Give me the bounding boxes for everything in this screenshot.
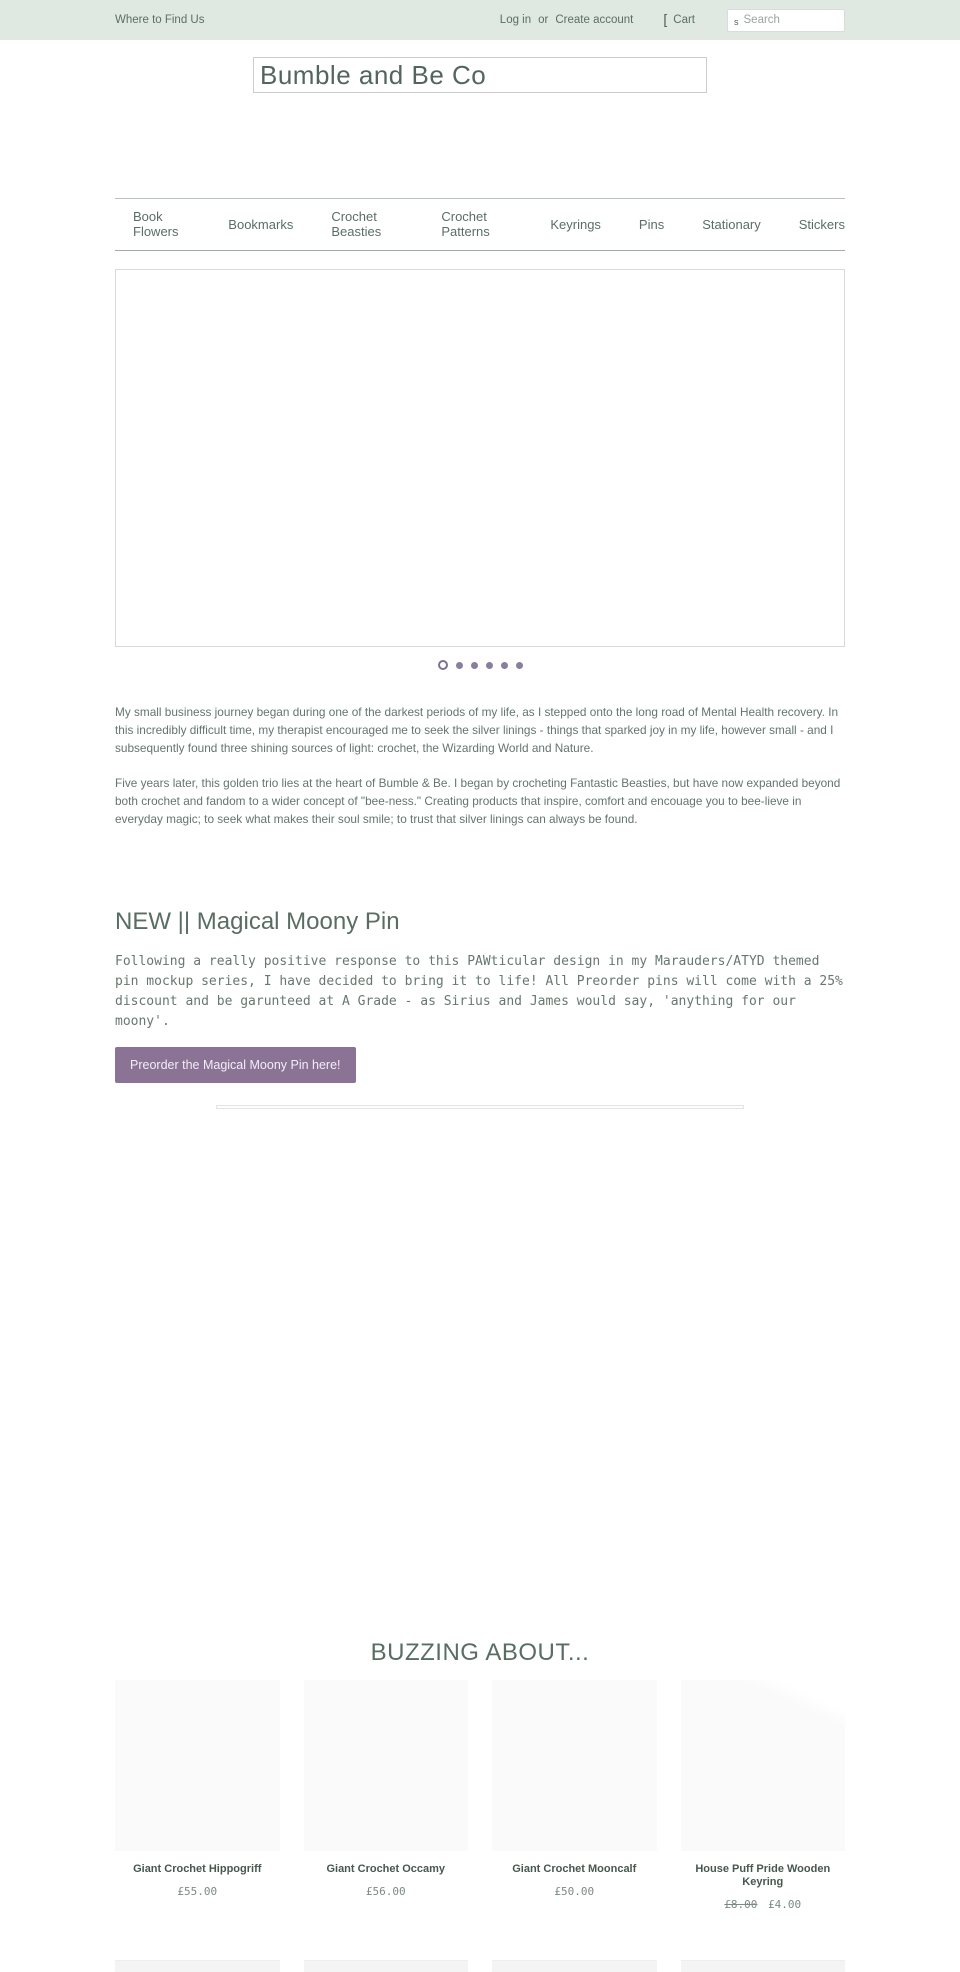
nav-item-stationary[interactable]: Stationary xyxy=(702,216,761,232)
search-icon: s xyxy=(734,17,739,27)
cart-link[interactable] xyxy=(663,12,695,28)
search-input[interactable] xyxy=(744,14,839,26)
product-price xyxy=(681,1898,846,1911)
hero-carousel-slide[interactable] xyxy=(115,269,845,647)
announcement-heading: NEW || Magical Moony Pin xyxy=(115,908,400,935)
carousel-dot-1-active[interactable] xyxy=(438,660,448,670)
product-card-mooncalf[interactable] xyxy=(492,1680,657,1911)
site-logo[interactable] xyxy=(253,57,707,93)
current-price: £55.00 xyxy=(177,1885,218,1898)
product-image-placeholder[interactable] xyxy=(304,1680,469,1851)
login-link[interactable]: Log in xyxy=(499,14,532,26)
where-to-find-us-link[interactable]: Where to Find Us xyxy=(115,14,205,26)
product-price xyxy=(492,1885,657,1898)
product-image-placeholder[interactable] xyxy=(304,1960,469,1972)
search-box xyxy=(727,9,845,32)
product-image-placeholder[interactable] xyxy=(681,1960,846,1972)
about-paragraph-1: My small business journey began during one of the darkest periods of my life, as I stepped onto the long road of Mental Health recovery. In this incredibly difficult time, my therapist encouraged me to seek the silver linings - things that sparked joy in my life, however small - and I subsequently found three shining sources of light: crochet, the Wizarding World and Nature. xyxy=(115,705,839,755)
product-image-placeholder[interactable] xyxy=(115,1680,280,1851)
section-divider xyxy=(216,1105,744,1109)
product-image-placeholder[interactable] xyxy=(492,1680,657,1851)
product-image-placeholder[interactable] xyxy=(115,1960,280,1972)
current-price: £50.00 xyxy=(554,1885,595,1898)
preorder-button[interactable]: Preorder the Magical Moony Pin here! xyxy=(115,1047,356,1083)
site-logo-text: Bumble and Be Co xyxy=(260,59,487,90)
product-card-hippogriff[interactable] xyxy=(115,1680,280,1911)
account-links xyxy=(500,9,845,32)
carousel-dot-5[interactable] xyxy=(501,662,508,669)
or-text: or xyxy=(538,14,549,26)
nav-item-stickers[interactable]: Stickers xyxy=(798,216,845,232)
product-title[interactable]: Giant Crochet Mooncalf xyxy=(512,1863,637,1875)
product-card-keyring[interactable] xyxy=(681,1680,846,1911)
nav-item-crochet-beasties[interactable]: Crochet Beasties xyxy=(331,209,382,239)
cart-label: Cart xyxy=(673,14,695,26)
about-paragraph-2: Five years later, this golden trio lies at the heart of Bumble & Be. I began by crocheting Fantastic Beasties, but have now expanded beyond both crochet and fandom to a wider concept of "bee-ness." Creating products that inspire, comfort and encouage you to bee-lieve in everyday magic; to seek what makes their soul smile; to trust that silver linings can always be found. xyxy=(115,776,841,826)
product-image-placeholder[interactable] xyxy=(492,1960,657,1972)
carousel-dot-3[interactable] xyxy=(471,662,478,669)
carousel-dot-2[interactable] xyxy=(456,662,463,669)
announcement-bar xyxy=(0,0,960,40)
product-title[interactable]: Giant Crochet Occamy xyxy=(326,1863,446,1875)
carousel-dot-4[interactable] xyxy=(486,662,493,669)
carousel-dots xyxy=(115,659,845,671)
product-card-occamy[interactable] xyxy=(304,1680,469,1911)
next-product-row xyxy=(115,1960,845,1972)
carousel-dot-6[interactable] xyxy=(516,662,523,669)
product-title[interactable]: Giant Crochet Hippogriff xyxy=(133,1863,262,1875)
announcement-body: Following a really positive response to this PAWticular design in my Marauders/ATYD themed pin mockup series, I have decided to bring it to life! All Preorder pins will come with a 25% discount and be garunteed at A Grade - as Sirius and James would say, 'anything for our moony'. xyxy=(115,954,843,1029)
product-image-placeholder[interactable] xyxy=(681,1680,846,1851)
nav-item-keyrings[interactable]: Keyrings xyxy=(550,216,601,232)
product-grid xyxy=(115,1680,845,1911)
nav-item-pins[interactable]: Pins xyxy=(638,216,665,232)
cart-icon: [ xyxy=(663,11,668,27)
nav-item-crochet-patterns[interactable]: Crochet Patterns xyxy=(441,209,490,239)
main-nav xyxy=(115,198,845,251)
current-price: £4.00 xyxy=(768,1898,802,1911)
current-price: £56.00 xyxy=(365,1885,406,1898)
compare-at-price: £8.00 xyxy=(724,1898,758,1911)
product-price xyxy=(115,1885,280,1898)
featured-heading: BUZZING ABOUT... xyxy=(370,1639,590,1666)
nav-item-book-flowers[interactable]: Book Flowers xyxy=(133,209,179,239)
product-title[interactable]: House Puff Pride Wooden Keyring xyxy=(695,1863,831,1888)
product-price xyxy=(304,1885,469,1898)
nav-item-bookmarks[interactable]: Bookmarks xyxy=(228,216,294,232)
create-account-link[interactable]: Create account xyxy=(555,14,634,26)
